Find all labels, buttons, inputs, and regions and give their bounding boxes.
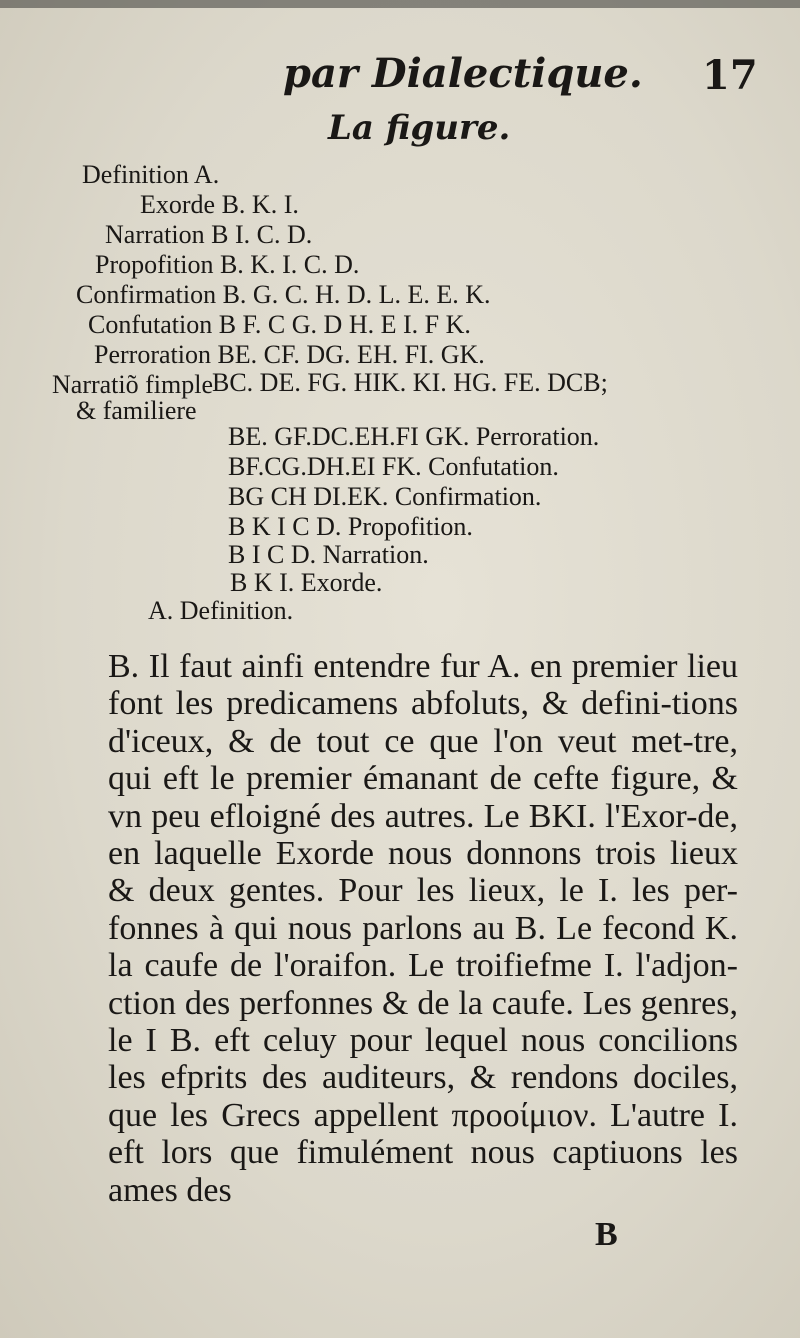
figure-line: B I C D. Narration. <box>228 540 429 569</box>
figure-line: Confutation B F. C G. D H. E I. F K. <box>88 310 471 339</box>
figure-line: Perroration BE. CF. DG. EH. FI. GK. <box>94 340 485 369</box>
page-header <box>0 50 800 110</box>
catchword: B <box>595 1216 618 1253</box>
figure-line: B K I C D. Propofition. <box>228 512 473 541</box>
figure-line: BE. GF.DC.EH.FI GK. Perroration. <box>228 422 600 451</box>
page-number: 17 <box>702 52 758 99</box>
figure-line: BC. DE. FG. HIK. KI. HG. FE. DCB; <box>212 368 608 397</box>
page-top-shadow <box>0 0 800 8</box>
figure-line: A. Definition. <box>148 596 294 625</box>
figure-line: Narration B I. C. D. <box>105 220 313 249</box>
figure-line: Propofition B. K. I. C. D. <box>95 250 360 279</box>
figure-line: B K I. Exorde. <box>230 568 383 597</box>
figure-line: Confirmation B. G. C. H. D. L. E. E. K. <box>76 280 491 309</box>
figure-line: Definition A. <box>82 160 220 189</box>
figure-line: Narratiõ fimple <box>52 370 213 399</box>
figure-line: BG CH DI.EK. Confirmation. <box>228 482 542 511</box>
figure-heading: La figure. <box>328 108 511 148</box>
body-text <box>108 648 738 1209</box>
figure-line: & familiere <box>76 396 197 425</box>
body-paragraph: B. Il faut ainfi entendre fur A. en premier lieu font les predicamens abfoluts, & defini-tions d'iceux, & de tout ce que l'on veut met-tre, qui eft le premier émanant de cefte figure, & vn peu efloigné des autres. Le BKI. l'Exor-de, en laquelle Exorde nous donnons trois lieux & deux gentes. Pour les lieux, le I. les per-fonnes à qui nous parlons au B. Le fecond K. la caufe de l'oraifon. Le troifiefme I. l'adjon-ction des perfonnes & de la caufe. Les genres, le I B. eft celuy pour lequel nous concilions les efprits des auditeurs, & rendons dociles, que les Grecs appellent προοίμιον. L'autre I. eft lors que fimulément nous captiuons les ames des <box>108 648 738 1209</box>
running-title: par Dialectique. <box>283 50 643 97</box>
figure-line: Exorde B. K. I. <box>140 190 299 219</box>
figure-line: BF.CG.DH.EI FK. Confutation. <box>228 452 559 481</box>
